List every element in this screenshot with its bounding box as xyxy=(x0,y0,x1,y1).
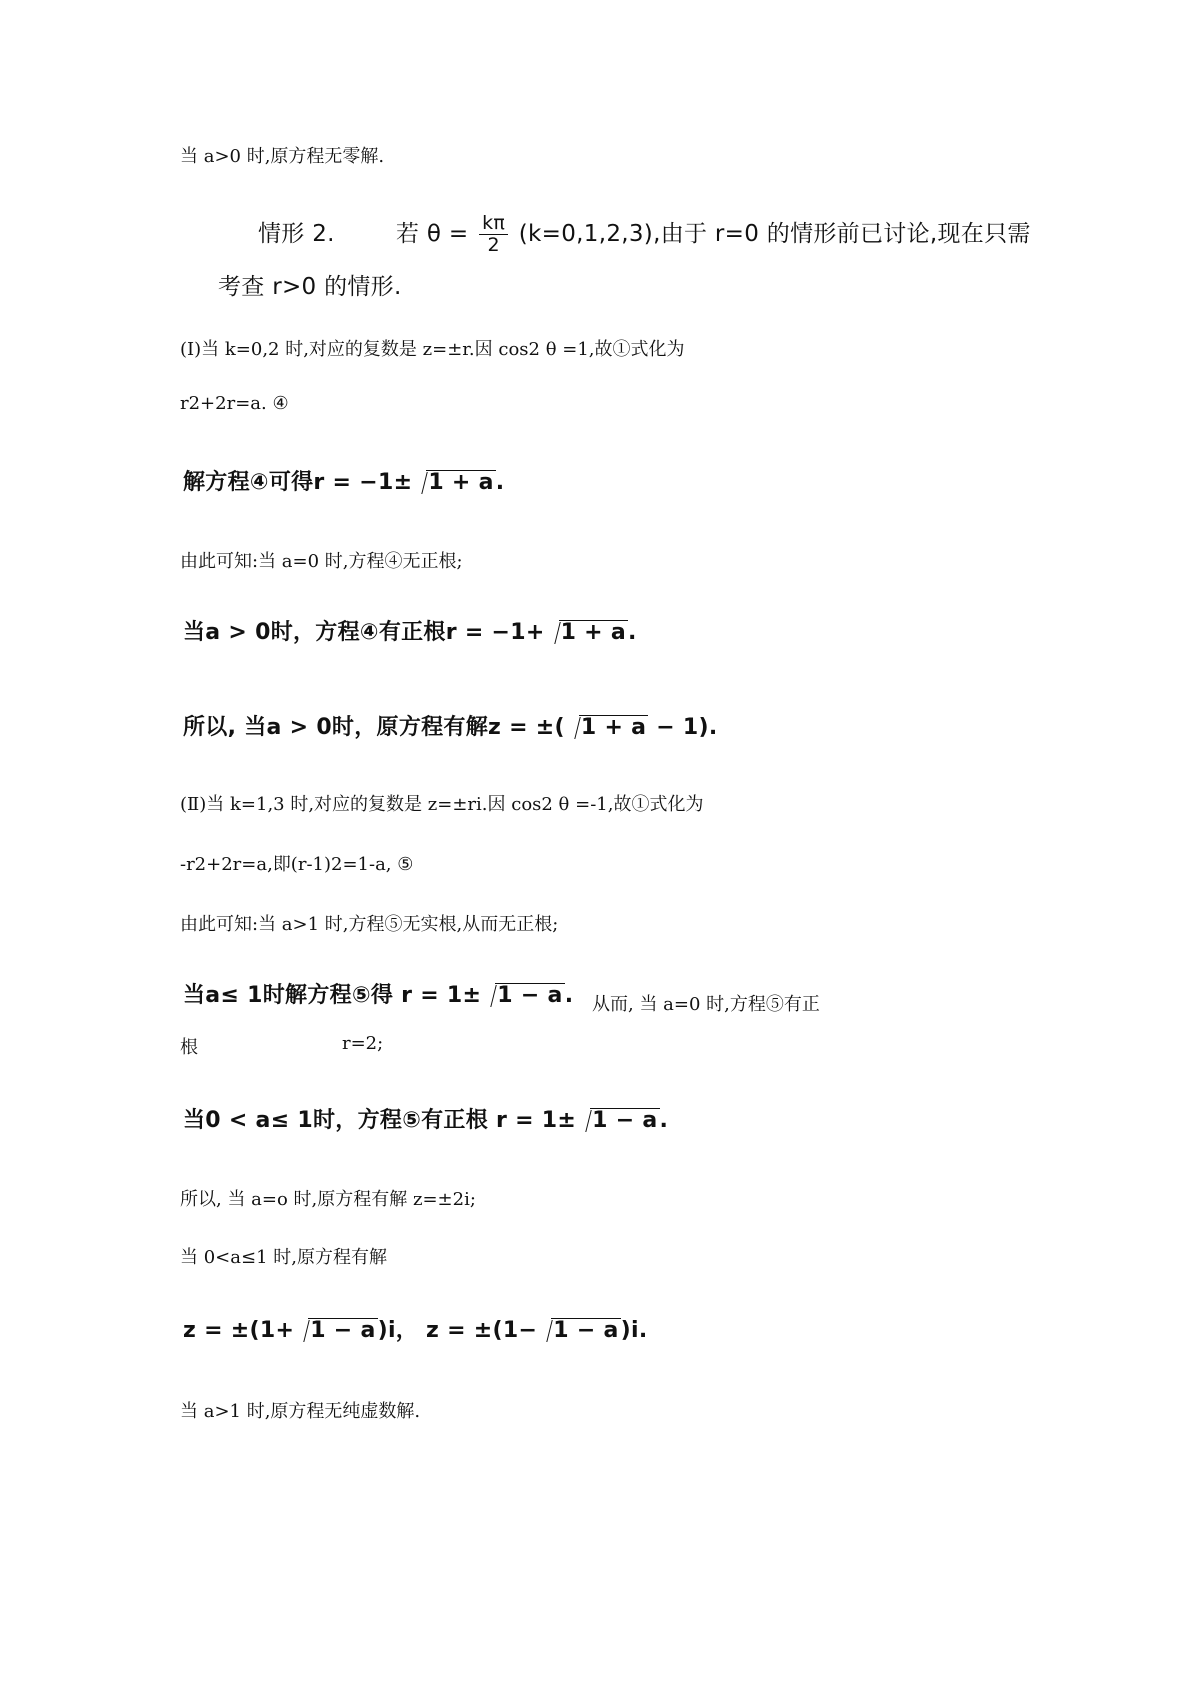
text-line: 当 a>0 时,原方程无零解. xyxy=(180,146,385,167)
text-line: r=2; xyxy=(342,1033,384,1054)
formula-line: 所以, 当a > 0时，原方程有解z = ±( 1 + a − 1). xyxy=(183,715,718,740)
sqrt-symbol: 1 − a xyxy=(294,1318,377,1343)
condition-tail: (k=0,1,2,3),由于 r=0 的情形前已讨论,现在只需 xyxy=(518,220,1031,247)
text-line: 当 a>1 时,原方程无纯虚数解. xyxy=(180,1401,421,1422)
text-line: 从而, 当 a=0 时,方程⑤有正 xyxy=(592,994,820,1015)
formula-line: 当0 < a≤ 1时，方程⑤有正根 r = 1± 1 − a. xyxy=(183,1108,669,1133)
formula-line: 当a > 0时，方程④有正根r = −1+ 1 + a. xyxy=(183,620,637,645)
fraction-k-pi-over-2: $\frac{k\pi}{2}$ xyxy=(479,213,508,256)
text-line: 所以, 当 a=o 时,原方程有解 z=±2i; xyxy=(180,1189,476,1210)
text-line: (Ⅰ)当 k=0,2 时,对应的复数是 z=±r.因 cos2 θ =1,故①式化为 xyxy=(180,339,685,360)
formula-line: z = ±(1+ 1 − a)i， z = ±(1− 1 − a)i. xyxy=(183,1318,648,1343)
sqrt-symbol: 1 + a xyxy=(412,470,495,495)
text-line: 根 xyxy=(180,1037,198,1058)
text-line: 由此可知:当 a>1 时,方程⑤无实根,从而无正根; xyxy=(180,914,559,935)
formula-line: 当a≤ 1时解方程⑤得 r = 1± 1 − a. xyxy=(183,983,574,1008)
case-label: 情形 2. xyxy=(258,220,335,247)
sqrt-symbol: 1 + a xyxy=(565,715,648,740)
text-line: (Ⅱ)当 k=1,3 时,对应的复数是 z=±ri.因 cos2 θ =-1,故①式化为 xyxy=(180,794,704,815)
formula-line: 解方程④可得r = −1± 1 + a. xyxy=(183,470,505,495)
case-2-heading xyxy=(258,213,1031,256)
text-line: 由此可知:当 a=0 时,方程④无正根; xyxy=(180,551,463,572)
condition-text: 若 θ = xyxy=(396,220,469,247)
sqrt-symbol: 1 − a xyxy=(576,1108,659,1133)
equation-5: -r2+2r=a,即(r-1)2=1-a, ⑤ xyxy=(180,854,414,875)
text-line: 当 0<a≤1 时,原方程有解 xyxy=(180,1247,387,1268)
sqrt-symbol: 1 − a xyxy=(537,1318,620,1343)
sqrt-symbol: 1 + a xyxy=(545,620,628,645)
text-line: 考查 r>0 的情形. xyxy=(218,274,402,300)
sqrt-symbol: 1 − a xyxy=(481,983,564,1008)
equation-4: r2+2r=a. ④ xyxy=(180,393,289,414)
